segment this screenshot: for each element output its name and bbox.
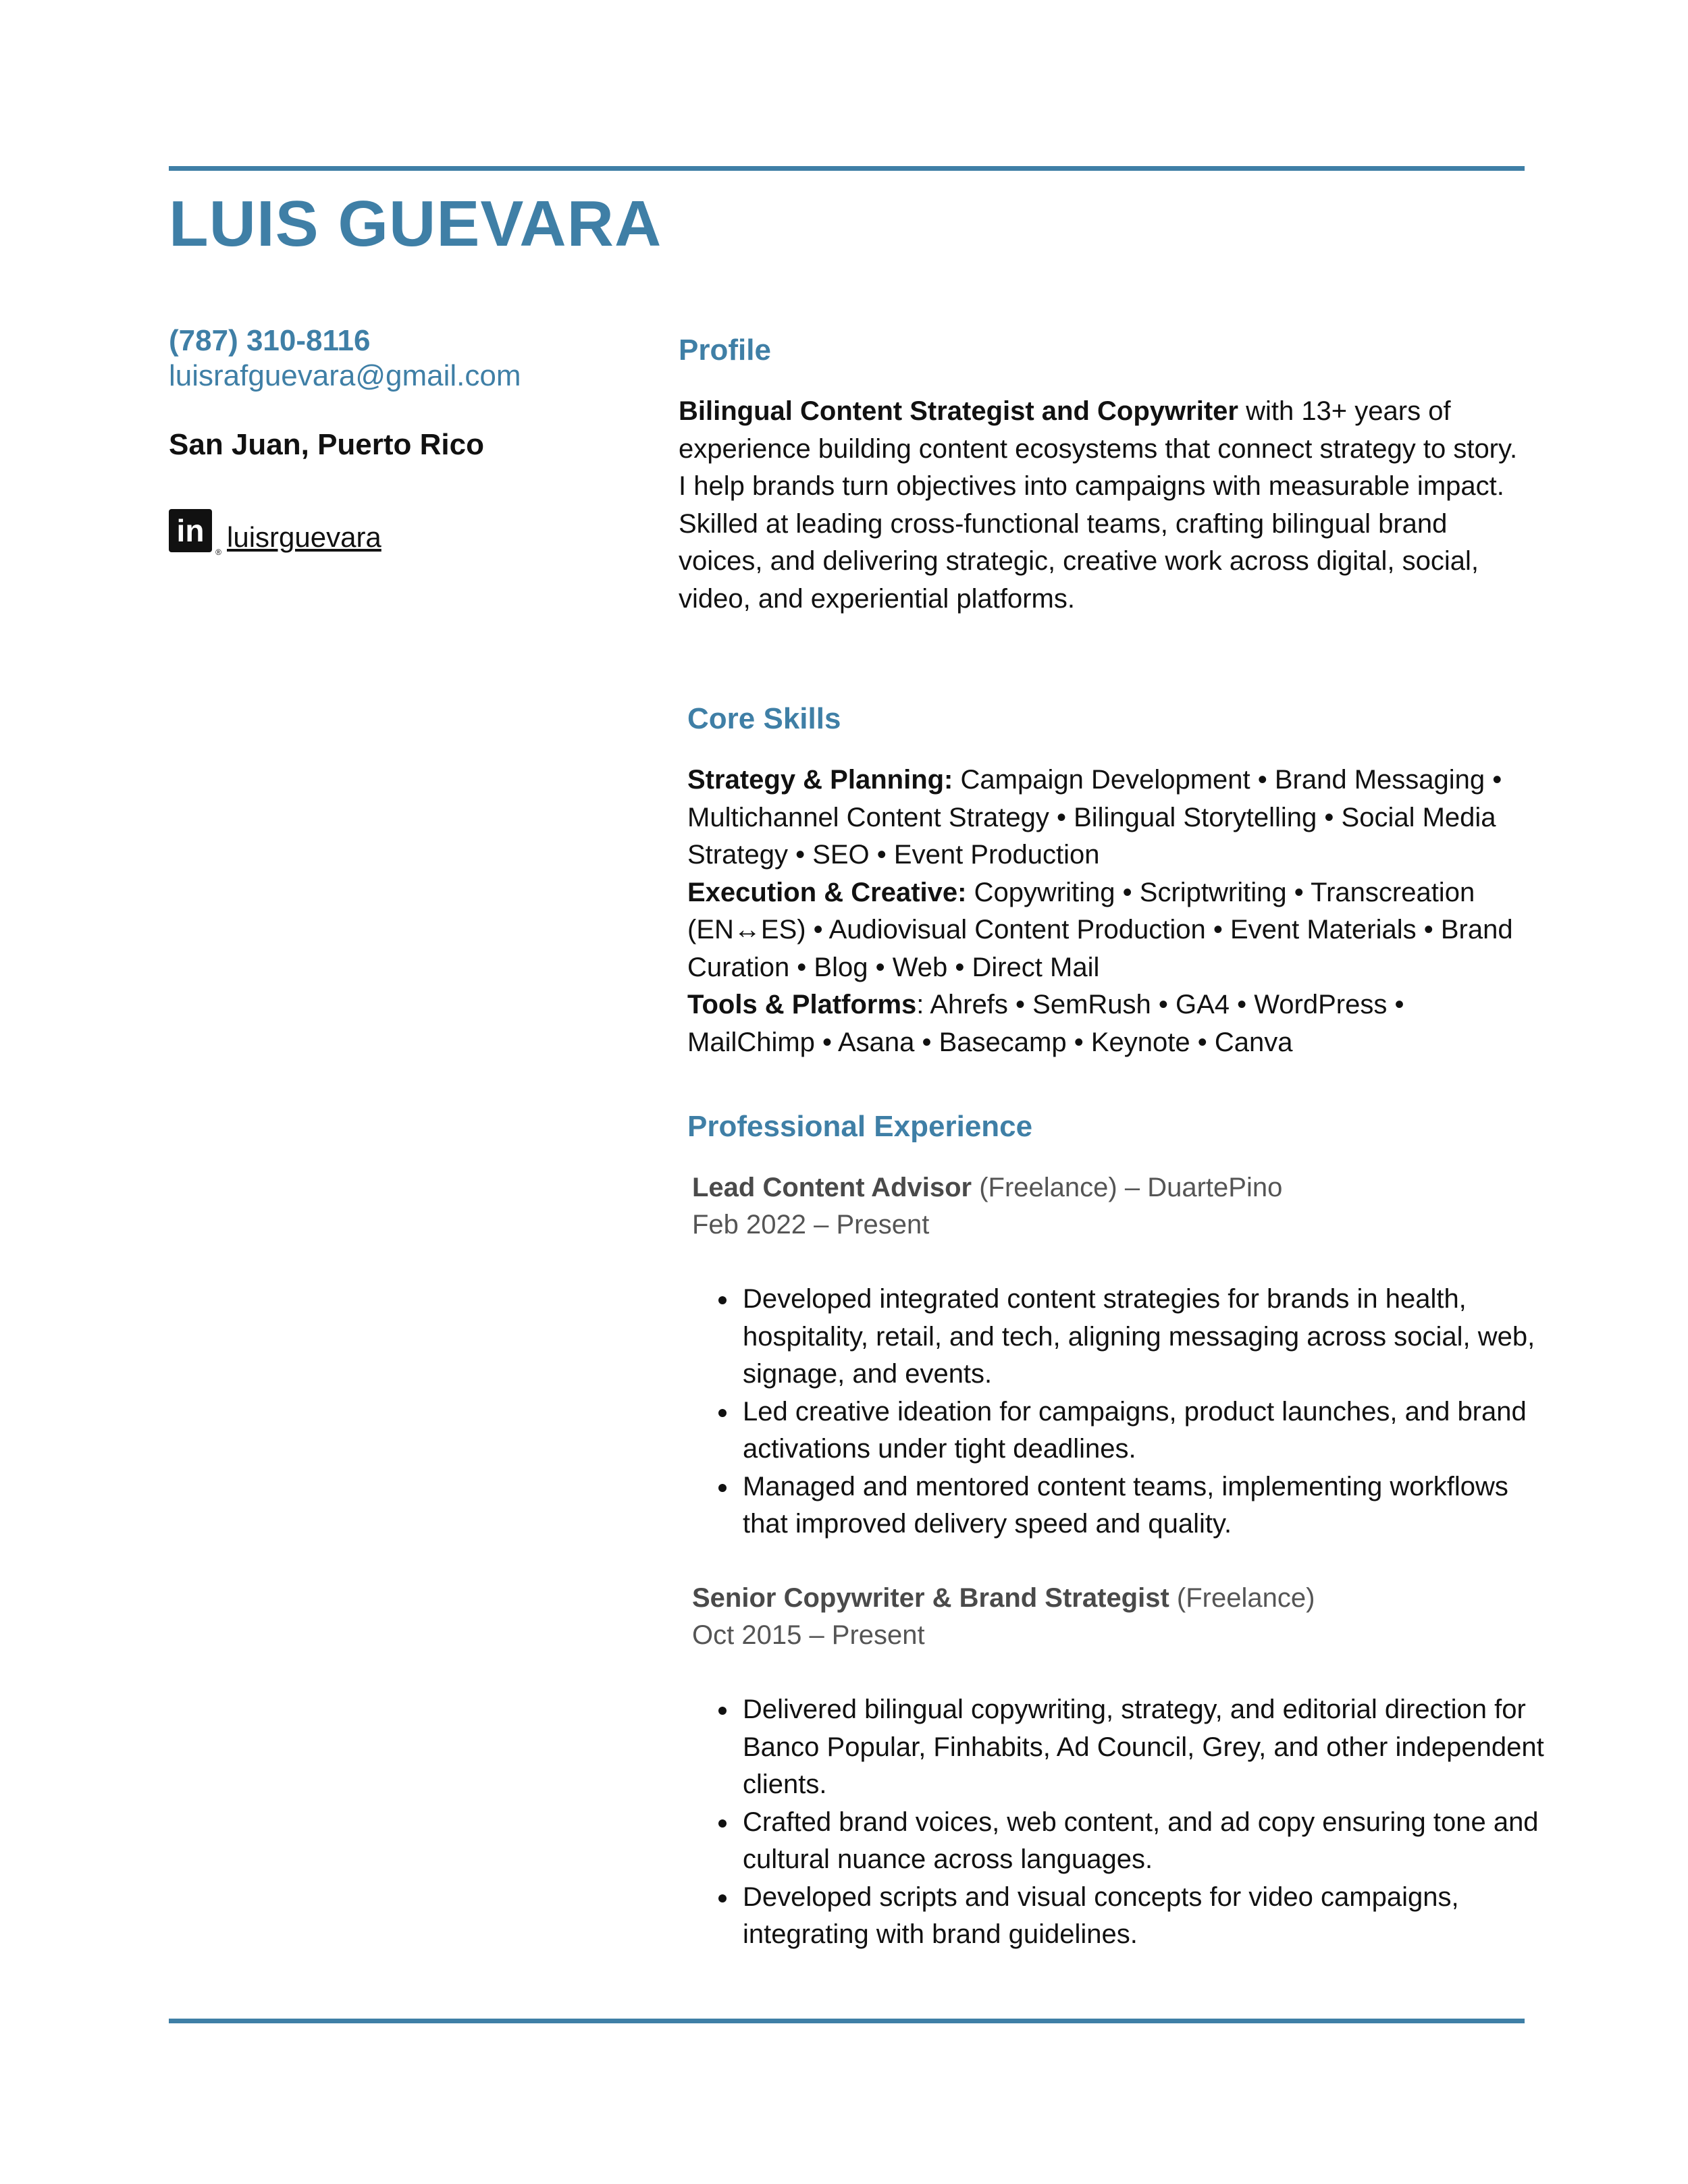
job-meta: (Freelance) [1169, 1583, 1315, 1613]
list-item: • Crafted brand voices, web content, and ad copy ensuring tone and cultural nuance across languages. [739, 1804, 1556, 1879]
linkedin-icon[interactable]: in ® [169, 509, 212, 552]
skill-group-text: Copywriting • Scriptwriting • Transcreation (EN↔ES) • Audiovisual Content Production • Event Materials • Brand Curation • Blog • Web • Direct Mail [687, 877, 1513, 982]
job-bullets [709, 1281, 1556, 1543]
job-meta: (Freelance) – DuartePino [972, 1173, 1283, 1202]
skill-group [687, 986, 1531, 1061]
core-skills-heading: Core Skills [687, 702, 841, 735]
bottom-divider [169, 2019, 1525, 2023]
job-dates: Feb 2022 – Present [692, 1210, 930, 1240]
list-item: • Managed and mentored content teams, implementing workflows that improved delivery speed and quality. [739, 1468, 1556, 1543]
location: San Juan, Puerto Rico [169, 428, 484, 461]
job-bullets [709, 1691, 1556, 1954]
profile-body: with 13+ years of experience building content ecosystems that connect strategy to story. I help brands turn objectives into campaigns with measurable impact. Skilled at leading cross-functional teams, crafting bilingual brand voices, and delivering strategic, creative work across digital, social, video, and experiential platforms. [679, 396, 1518, 614]
skill-group [687, 874, 1531, 987]
job-title: Lead Content Advisor [692, 1173, 972, 1202]
skill-group [687, 762, 1531, 874]
linkedin-link[interactable]: luisrguevara [227, 521, 381, 553]
list-item: • Delivered bilingual copywriting, strategy, and editorial direction for Banco Popular, Finhabits, Ad Council, Grey, and other independent clients. [739, 1691, 1556, 1804]
skill-group-label: Execution & Creative: [687, 877, 967, 907]
job-title-line [692, 1580, 1315, 1617]
linkedin-row [169, 509, 641, 557]
phone-number[interactable]: (787) 310-8116 [169, 324, 371, 357]
skill-group-label: Tools & Platforms [687, 990, 917, 1019]
resume-name: LUIS GUEVARA [169, 188, 662, 260]
email-address[interactable]: luisrafguevara@gmail.com [169, 359, 521, 392]
list-item: • Developed integrated content strategies for brands in health, hospitality, retail, and tech, aligning messaging across social, web, signage, and events. [739, 1281, 1556, 1393]
skill-group-text: Campaign Development • Brand Messaging • Multichannel Content Strategy • Bilingual Storytelling • Social Media Strategy • SEO • Event Production [687, 765, 1502, 870]
skill-group-text: : Ahrefs • SemRush • GA4 • WordPress • MailChimp • Asana • Basecamp • Keynote • Canva [687, 990, 1404, 1057]
skill-group-label: Strategy & Planning: [687, 765, 953, 795]
top-divider [169, 166, 1525, 171]
linkedin-icon-text: in [176, 513, 205, 548]
contact-column [169, 323, 641, 557]
profile-heading: Profile [679, 334, 771, 367]
experience-heading: Professional Experience [687, 1110, 1033, 1143]
job-title: Senior Copywriter & Brand Strategist [692, 1583, 1169, 1613]
job-dates: Oct 2015 – Present [692, 1620, 925, 1650]
list-item: • Led creative ideation for campaigns, product launches, and brand activations under tight deadlines. [739, 1393, 1556, 1468]
profile-lead: Bilingual Content Strategist and Copywriter [679, 396, 1238, 426]
list-item: • Developed scripts and visual concepts for video campaigns, integrating with brand guidelines. [739, 1879, 1556, 1954]
profile-text [679, 393, 1526, 618]
job-title-line [692, 1169, 1282, 1206]
core-skills-list [687, 762, 1531, 1061]
